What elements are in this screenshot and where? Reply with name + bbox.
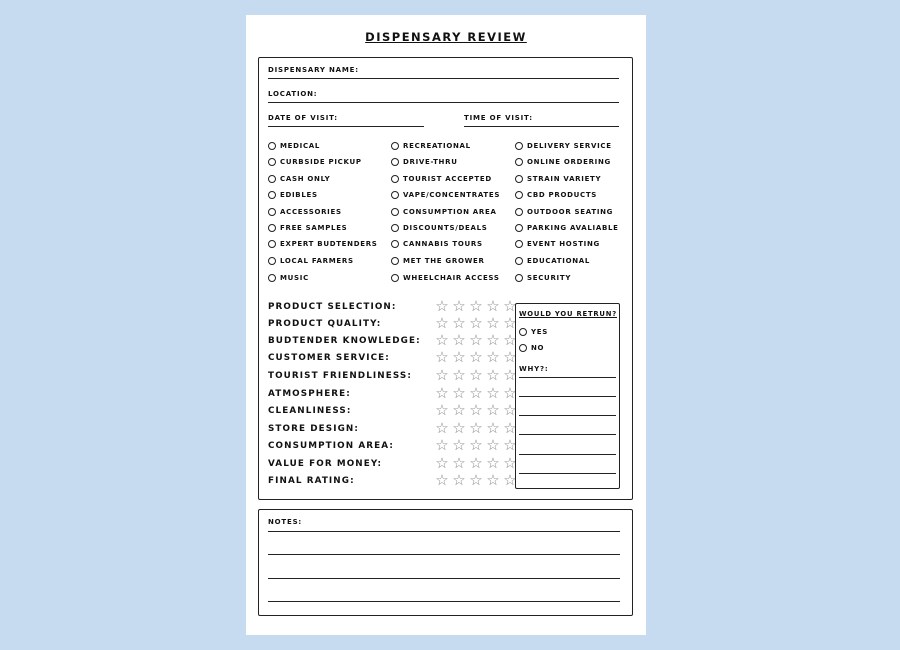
checkbox-label: RECREATIONAL bbox=[403, 142, 471, 150]
star-rating bbox=[434, 368, 518, 383]
why-line[interactable] bbox=[519, 415, 616, 416]
checkbox-option[interactable] bbox=[391, 191, 500, 199]
checkbox-icon bbox=[391, 257, 399, 265]
checkbox-option[interactable] bbox=[515, 257, 590, 265]
star-icon[interactable]: ☆ bbox=[435, 384, 449, 402]
star-icon[interactable]: ☆ bbox=[435, 401, 449, 419]
checkbox-option[interactable] bbox=[268, 240, 378, 248]
checkbox-label: DELIVERY SERVICE bbox=[527, 142, 612, 150]
checkbox-label: MEDICAL bbox=[280, 142, 321, 150]
checkbox-label: WHEELCHAIR ACCESS bbox=[403, 274, 500, 282]
star-icon[interactable]: ☆ bbox=[486, 314, 500, 332]
star-icon[interactable]: ☆ bbox=[486, 384, 500, 402]
star-rating bbox=[434, 421, 518, 436]
rating-label: PRODUCT QUALITY: bbox=[268, 319, 382, 329]
star-icon[interactable]: ☆ bbox=[452, 314, 466, 332]
checkbox-label: CONSUMPTION AREA bbox=[403, 208, 497, 216]
checkbox-option[interactable] bbox=[515, 158, 611, 166]
star-icon[interactable]: ☆ bbox=[486, 366, 500, 384]
notes-section bbox=[258, 509, 633, 616]
checkbox-icon bbox=[515, 142, 523, 150]
checkbox-label: DISCOUNTS/DEALS bbox=[403, 224, 488, 232]
star-icon[interactable]: ☆ bbox=[486, 471, 500, 489]
return-question: WOULD YOU RETRUN? bbox=[519, 310, 617, 318]
checkbox-option[interactable] bbox=[515, 240, 600, 248]
star-icon[interactable]: ☆ bbox=[503, 348, 517, 366]
star-icon[interactable]: ☆ bbox=[486, 419, 500, 437]
why-line[interactable] bbox=[519, 454, 616, 455]
checkbox-icon bbox=[391, 240, 399, 248]
rating-label: VALUE FOR MONEY: bbox=[268, 459, 383, 469]
rating-label: CUSTOMER SERVICE: bbox=[268, 353, 390, 363]
star-icon[interactable]: ☆ bbox=[486, 348, 500, 366]
checkbox-option[interactable] bbox=[391, 274, 500, 282]
checkbox-option[interactable] bbox=[268, 158, 362, 166]
rating-label: TOURIST FRIENDLINESS: bbox=[268, 371, 412, 381]
star-icon[interactable]: ☆ bbox=[486, 454, 500, 472]
star-rating bbox=[434, 438, 518, 453]
time-field[interactable] bbox=[464, 126, 619, 127]
checkbox-icon bbox=[268, 175, 276, 183]
star-icon[interactable]: ☆ bbox=[435, 454, 449, 472]
checkbox-label: STRAIN VARIETY bbox=[527, 175, 602, 183]
star-icon[interactable]: ☆ bbox=[469, 471, 483, 489]
rating-label: BUDTENDER KNOWLEDGE: bbox=[268, 336, 421, 346]
checkbox-icon bbox=[268, 240, 276, 248]
star-icon[interactable]: ☆ bbox=[503, 401, 517, 419]
checkbox-icon bbox=[268, 257, 276, 265]
checkbox-label: VAPE/CONCENTRATES bbox=[403, 191, 501, 199]
rating-label: PRODUCT SELECTION: bbox=[268, 302, 397, 312]
star-icon[interactable]: ☆ bbox=[435, 419, 449, 437]
checkbox-label: CANNABIS TOURS bbox=[403, 240, 483, 248]
star-icon[interactable]: ☆ bbox=[435, 471, 449, 489]
star-icon[interactable]: ☆ bbox=[452, 454, 466, 472]
star-icon[interactable]: ☆ bbox=[503, 314, 517, 332]
star-icon[interactable]: ☆ bbox=[452, 419, 466, 437]
star-icon[interactable]: ☆ bbox=[452, 471, 466, 489]
star-icon[interactable]: ☆ bbox=[503, 297, 517, 315]
star-icon[interactable]: ☆ bbox=[503, 419, 517, 437]
checkbox-label: EVENT HOSTING bbox=[527, 240, 600, 248]
why-label: WHY?: bbox=[519, 365, 549, 373]
star-icon[interactable]: ☆ bbox=[435, 314, 449, 332]
notes-label: NOTES: bbox=[268, 518, 303, 526]
return-box bbox=[515, 303, 620, 489]
checkbox-icon bbox=[391, 224, 399, 232]
checkbox-icon bbox=[391, 191, 399, 199]
review-sheet bbox=[246, 15, 646, 635]
star-icon[interactable]: ☆ bbox=[486, 436, 500, 454]
checkbox-label: CURBSIDE PICKUP bbox=[280, 158, 362, 166]
checkbox-icon bbox=[515, 158, 523, 166]
checkbox-label: PARKING AVALIABLE bbox=[527, 224, 619, 232]
star-icon[interactable]: ☆ bbox=[452, 401, 466, 419]
star-icon[interactable]: ☆ bbox=[503, 331, 517, 349]
star-rating bbox=[434, 403, 518, 418]
star-icon[interactable]: ☆ bbox=[435, 366, 449, 384]
checkbox-option[interactable] bbox=[268, 257, 354, 265]
star-icon[interactable]: ☆ bbox=[435, 436, 449, 454]
star-icon[interactable]: ☆ bbox=[503, 384, 517, 402]
checkbox-label: MET THE GROWER bbox=[403, 257, 485, 265]
star-icon[interactable]: ☆ bbox=[452, 331, 466, 349]
checkbox-option[interactable] bbox=[391, 257, 485, 265]
checkbox-option[interactable] bbox=[391, 175, 492, 183]
checkbox-icon bbox=[515, 191, 523, 199]
rating-label: CLEANLINESS: bbox=[268, 406, 352, 416]
checkbox-label: MUSIC bbox=[280, 274, 309, 282]
checkbox-option[interactable] bbox=[515, 175, 601, 183]
checkbox-option[interactable] bbox=[391, 142, 471, 150]
notes-line[interactable] bbox=[268, 531, 620, 532]
date-field[interactable] bbox=[268, 126, 424, 127]
rating-label: CONSUMPTION AREA: bbox=[268, 441, 394, 451]
checkbox-label: SECURITY bbox=[527, 274, 572, 282]
radio-icon bbox=[519, 344, 527, 352]
star-rating bbox=[434, 333, 518, 348]
checkbox-icon bbox=[515, 175, 523, 183]
why-line[interactable] bbox=[519, 377, 616, 378]
checkbox-option[interactable] bbox=[268, 274, 309, 282]
yes-label: YES bbox=[531, 328, 548, 336]
star-icon[interactable]: ☆ bbox=[469, 419, 483, 437]
checkbox-option[interactable] bbox=[268, 191, 318, 199]
star-icon[interactable]: ☆ bbox=[469, 401, 483, 419]
rating-label: STORE DESIGN: bbox=[268, 424, 359, 434]
rating-label: FINAL RATING: bbox=[268, 476, 355, 486]
checkbox-label: FREE SAMPLES bbox=[280, 224, 348, 232]
location-label: LOCATION: bbox=[268, 90, 318, 98]
return-no-option[interactable] bbox=[519, 344, 544, 352]
checkbox-label: ACCESSORIES bbox=[280, 208, 342, 216]
star-rating bbox=[434, 316, 518, 331]
date-label: DATE OF VISIT: bbox=[268, 114, 338, 122]
checkbox-option[interactable] bbox=[268, 175, 330, 183]
checkbox-icon bbox=[268, 158, 276, 166]
rating-label: ATMOSPHERE: bbox=[268, 389, 351, 399]
star-icon[interactable]: ☆ bbox=[435, 331, 449, 349]
checkbox-icon bbox=[268, 191, 276, 199]
star-icon[interactable]: ☆ bbox=[469, 314, 483, 332]
star-rating bbox=[434, 299, 518, 314]
star-rating bbox=[434, 473, 518, 488]
checkbox-icon bbox=[391, 142, 399, 150]
notes-line[interactable] bbox=[268, 554, 620, 555]
checkbox-option[interactable] bbox=[515, 224, 619, 232]
checkbox-option[interactable] bbox=[268, 224, 347, 232]
return-yes-option[interactable] bbox=[519, 328, 548, 336]
star-icon[interactable]: ☆ bbox=[486, 401, 500, 419]
checkbox-icon bbox=[268, 224, 276, 232]
checkbox-icon bbox=[268, 274, 276, 282]
star-icon[interactable]: ☆ bbox=[469, 297, 483, 315]
checkbox-icon bbox=[515, 224, 523, 232]
checkbox-option[interactable] bbox=[515, 208, 613, 216]
checkbox-label: EDIBLES bbox=[280, 191, 318, 199]
checkbox-option[interactable] bbox=[391, 224, 487, 232]
main-section bbox=[258, 57, 633, 500]
star-icon[interactable]: ☆ bbox=[486, 297, 500, 315]
checkbox-icon bbox=[391, 208, 399, 216]
checkbox-option[interactable] bbox=[391, 208, 497, 216]
why-line[interactable] bbox=[519, 396, 616, 397]
checkbox-label: EXPERT BUDTENDERS bbox=[280, 240, 378, 248]
page-title: DISPENSARY REVIEW bbox=[365, 30, 527, 44]
star-icon[interactable]: ☆ bbox=[435, 297, 449, 315]
checkbox-icon bbox=[515, 240, 523, 248]
star-icon[interactable]: ☆ bbox=[503, 471, 517, 489]
star-icon[interactable]: ☆ bbox=[452, 348, 466, 366]
star-icon[interactable]: ☆ bbox=[452, 436, 466, 454]
checkbox-option[interactable] bbox=[515, 191, 597, 199]
star-icon[interactable]: ☆ bbox=[503, 436, 517, 454]
checkbox-option[interactable] bbox=[391, 240, 483, 248]
star-icon[interactable]: ☆ bbox=[452, 297, 466, 315]
star-icon[interactable]: ☆ bbox=[452, 384, 466, 402]
checkbox-option[interactable] bbox=[268, 208, 342, 216]
checkbox-option[interactable] bbox=[515, 142, 612, 150]
checkbox-icon bbox=[515, 257, 523, 265]
time-label: TIME OF VISIT: bbox=[464, 114, 533, 122]
notes-line[interactable] bbox=[268, 601, 620, 602]
checkbox-icon bbox=[515, 208, 523, 216]
checkbox-icon bbox=[268, 208, 276, 216]
checkbox-label: OUTDOOR SEATING bbox=[527, 208, 614, 216]
star-rating bbox=[434, 350, 518, 365]
checkbox-label: EDUCATIONAL bbox=[527, 257, 591, 265]
star-rating bbox=[434, 386, 518, 401]
why-line[interactable] bbox=[519, 473, 616, 474]
star-icon[interactable]: ☆ bbox=[435, 348, 449, 366]
star-icon[interactable]: ☆ bbox=[469, 348, 483, 366]
checkbox-label: ONLINE ORDERING bbox=[527, 158, 611, 166]
dispensary-name-field[interactable] bbox=[268, 78, 619, 79]
checkbox-icon bbox=[391, 158, 399, 166]
checkbox-icon bbox=[391, 175, 399, 183]
notes-line[interactable] bbox=[268, 578, 620, 579]
star-icon[interactable]: ☆ bbox=[469, 436, 483, 454]
checkbox-option[interactable] bbox=[515, 274, 571, 282]
checkbox-label: LOCAL FARMERS bbox=[280, 257, 354, 265]
checkbox-icon bbox=[391, 274, 399, 282]
checkbox-option[interactable] bbox=[391, 158, 458, 166]
star-icon[interactable]: ☆ bbox=[469, 331, 483, 349]
star-icon[interactable]: ☆ bbox=[486, 331, 500, 349]
radio-icon bbox=[519, 328, 527, 336]
dispensary-name-label: DISPENSARY NAME: bbox=[268, 66, 359, 74]
checkbox-icon bbox=[515, 274, 523, 282]
location-field[interactable] bbox=[268, 102, 619, 103]
checkbox-label: CBD PRODUCTS bbox=[527, 191, 598, 199]
star-icon[interactable]: ☆ bbox=[503, 454, 517, 472]
star-icon[interactable]: ☆ bbox=[452, 366, 466, 384]
checkbox-label: CASH ONLY bbox=[280, 175, 331, 183]
star-icon[interactable]: ☆ bbox=[469, 366, 483, 384]
star-icon[interactable]: ☆ bbox=[469, 454, 483, 472]
no-label: NO bbox=[531, 344, 545, 352]
checkbox-icon bbox=[268, 142, 276, 150]
why-line[interactable] bbox=[519, 434, 616, 435]
star-rating bbox=[434, 456, 518, 471]
star-icon[interactable]: ☆ bbox=[469, 384, 483, 402]
checkbox-label: DRIVE-THRU bbox=[403, 158, 458, 166]
star-icon[interactable]: ☆ bbox=[503, 366, 517, 384]
checkbox-label: TOURIST ACCEPTED bbox=[403, 175, 492, 183]
checkbox-option[interactable] bbox=[268, 142, 320, 150]
